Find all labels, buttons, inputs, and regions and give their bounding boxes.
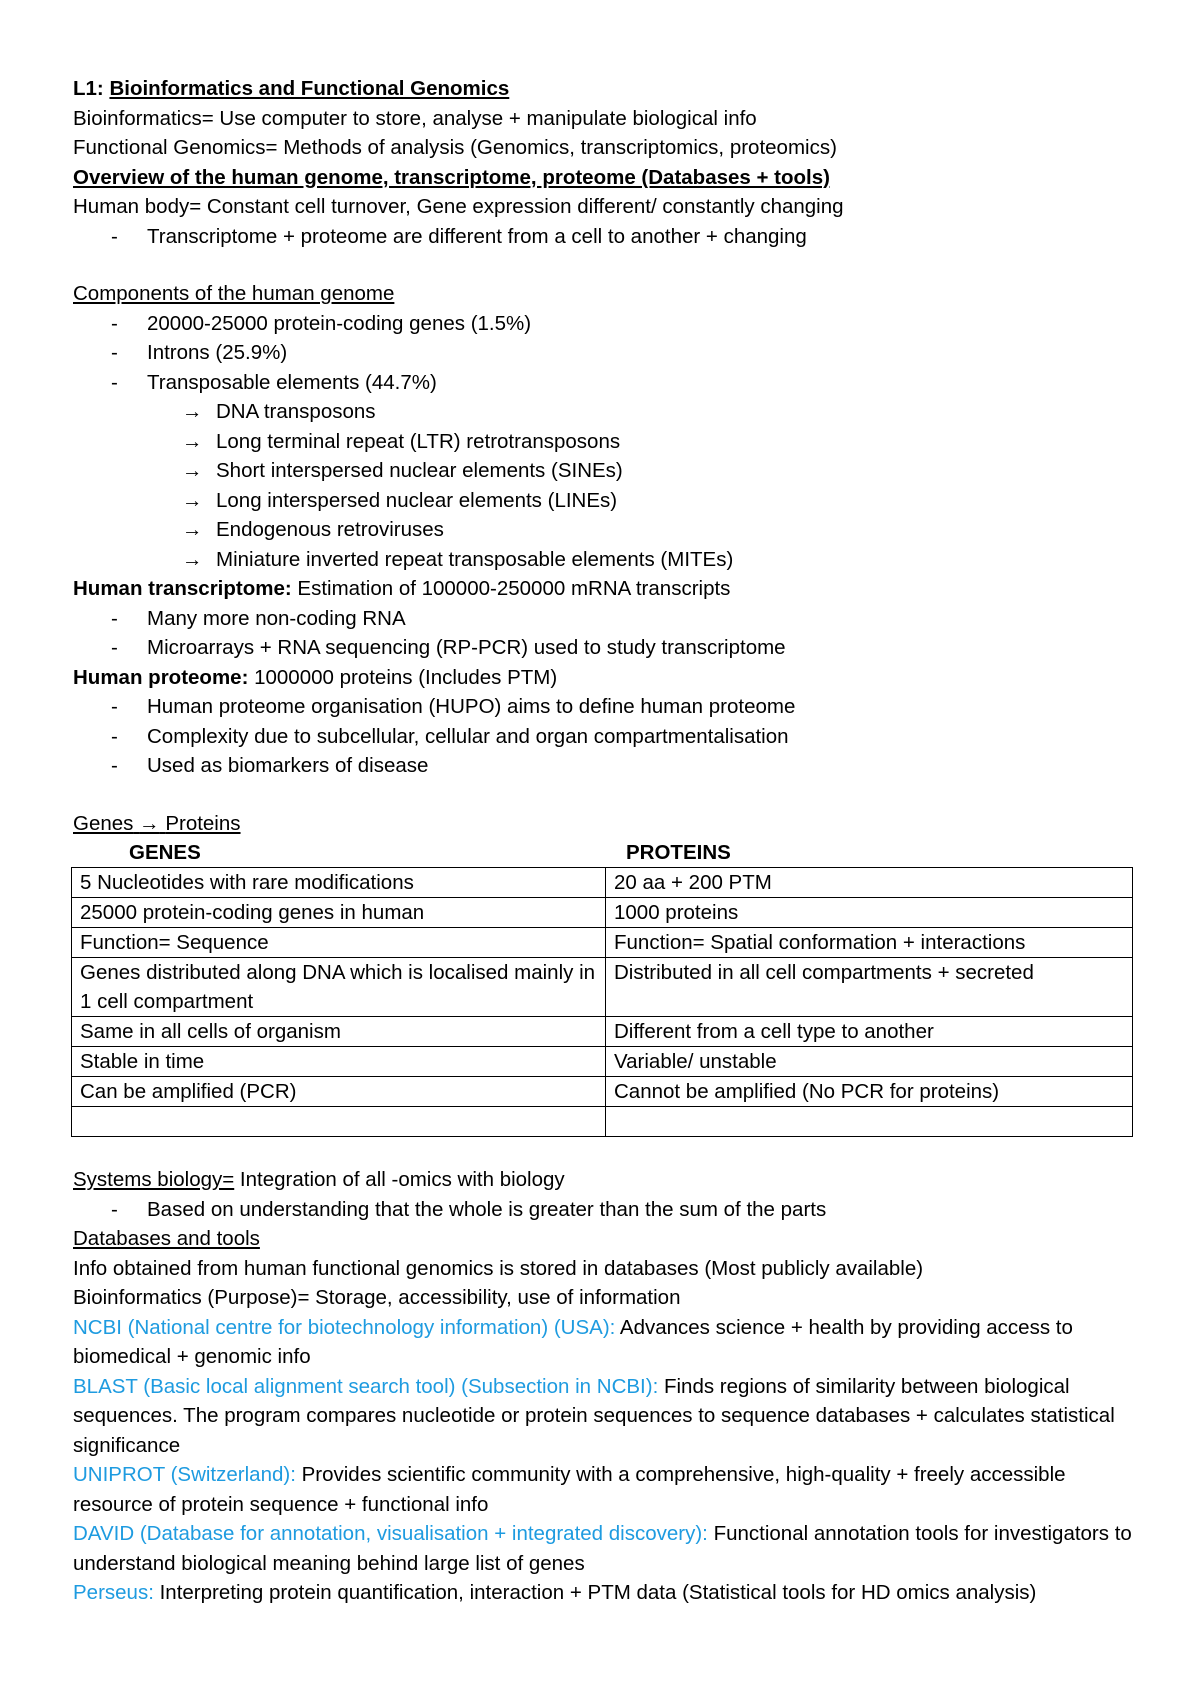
table-column-headers [73,838,1133,867]
genes-column-header: GENES [129,841,201,864]
tool-name: NCBI (National centre for biotechnology information) (USA): [73,1315,616,1339]
table-row [72,958,1133,1017]
human-body-line: Human body= Constant cell turnover, Gene expression different/ constantly changing [73,195,844,218]
transposable-item: → DNA transposons [73,397,1133,427]
table-cell: Function= Spatial conformation + interactions [606,928,1133,958]
table-row [72,898,1133,928]
intro-line: Functional Genomics= Methods of analysis (Genomics, transcriptomics, proteomics) [73,136,837,159]
arrow-icon: → [182,488,203,512]
genes-proteins-heading: Genes → Proteins [73,811,241,835]
transcriptome-line: Human transcriptome: Estimation of 100000-250000 mRNA transcripts [73,577,731,600]
table-cell: Variable/ unstable [606,1047,1133,1077]
table-cell: Cannot be amplified (No PCR for proteins) [606,1077,1133,1107]
table-cell [72,1107,606,1137]
genome-item: - 20000-25000 protein-coding genes (1.5%) [111,311,532,335]
tool-name: BLAST (Basic local alignment search tool) (Subsection in NCBI): [73,1374,659,1398]
table-cell: Can be amplified (PCR) [72,1077,606,1107]
table-row [72,1077,1133,1107]
tool-name: DAVID (Database for annotation, visualisation + integrated discovery): [73,1522,708,1545]
tool-name: Perseus: [73,1581,154,1604]
table-cell: 25000 protein-coding genes in human [72,898,606,928]
table-cell: 1000 proteins [606,898,1133,928]
table-row [72,928,1133,958]
proteins-column-header: PROTEINS [626,841,731,864]
table-cell: 5 Nucleotides with rare modifications [72,868,606,898]
spacer [73,1137,1133,1165]
table-row [72,1017,1133,1047]
table-cell: Distributed in all cell compartments + secreted [606,958,1133,1017]
proteome-item: - Used as biomarkers of disease [111,754,429,777]
table-cell [606,1107,1133,1137]
transcriptome-item: - Many more non-coding RNA [111,606,406,630]
proteome-item: - Complexity due to subcellular, cellular and organ compartmentalisation [111,724,789,748]
table-cell: Stable in time [72,1047,606,1077]
genome-item: - Transposable elements (44.7%) [111,370,437,394]
transposable-item: → Long interspersed nuclear elements (LINEs) [73,486,1133,516]
spacer [73,781,1133,809]
databases-heading: Databases and tools [73,1227,260,1250]
genes-proteins-table [71,867,1133,1137]
arrow-icon: → [182,400,203,423]
tool-description: Functional annotation tools for investigators to understand biological meaning behind large list of genes [73,1522,1132,1575]
dash-item: - Transcriptome + proteome are different from a cell to another + changing [111,224,807,248]
tool-description: Provides scientific community with a comprehensive, high-quality + freely accessible resource of protein sequence + functional info [73,1463,1066,1516]
page-title: L1: Bioinformatics and Functional Genomics [73,77,510,100]
transposable-item: → Endogenous retroviruses [73,515,1133,545]
systems-biology-line: Systems biology= Integration of all -omics with biology [73,1168,565,1191]
tool-entry [73,1460,1133,1519]
tool-description: Finds regions of similarity between biological sequences. The program compares nucleotide or protein sequences to sequence databases + calculates statistical significance [73,1374,1115,1457]
systems-biology-item: - Based on understanding that the whole is greater than the sum of the parts [111,1197,827,1221]
tool-entry [73,1578,1133,1608]
genome-heading: Components of the human genome [73,282,395,305]
arrow-icon: → [182,459,203,482]
tool-description: Interpreting protein quantification, interaction + PTM data (Statistical tools for HD omics analysis) [153,1581,1037,1604]
table-cell: Genes distributed along DNA which is localised mainly in 1 cell compartment [72,958,606,1017]
table-cell: Same in all cells of organism [72,1017,606,1047]
transposable-item: → Miniature inverted repeat transposable elements (MITEs) [73,545,1133,575]
tool-entry [73,1372,1133,1461]
databases-line: Info obtained from human functional genomics is stored in databases (Most publicly available) [73,1256,924,1280]
table-row [72,1047,1133,1077]
transcriptome-item: - Microarrays + RNA sequencing (RP-PCR) used to study transcriptome [111,636,786,659]
databases-line: Bioinformatics (Purpose)= Storage, accessibility, use of information [73,1286,681,1309]
table-cell: 20 aa + 200 PTM [606,868,1133,898]
tool-entry [73,1313,1133,1372]
table-cell: Different from a cell type to another [606,1017,1133,1047]
transposable-item: → Short interspersed nuclear elements (SINEs) [73,456,1133,486]
document-page [73,74,1133,1608]
arrow-icon: → [139,811,160,835]
genome-item: - Introns (25.9%) [111,341,288,364]
tool-name: UNIPROT (Switzerland): [73,1463,296,1486]
transposable-item: → Long terminal repeat (LTR) retrotransposons [73,427,1133,457]
arrow-icon: → [182,429,203,453]
tool-description: Advances science + health by providing access to biomedical + genomic info [73,1315,1073,1368]
table-row [72,868,1133,898]
table-cell: Function= Sequence [72,928,606,958]
table-row [72,1107,1133,1137]
tool-entry [73,1519,1133,1578]
proteome-item: - Human proteome organisation (HUPO) aims to define human proteome [111,695,796,718]
intro-line: Bioinformatics= Use computer to store, analyse + manipulate biological info [73,106,757,130]
arrow-icon: → [182,518,203,541]
spacer [73,251,1133,279]
overview-heading: Overview of the human genome, transcriptome, proteome (Databases + tools) [73,165,830,189]
proteome-line: Human proteome: 1000000 proteins (Includes PTM) [73,665,558,689]
arrow-icon: → [182,547,203,571]
